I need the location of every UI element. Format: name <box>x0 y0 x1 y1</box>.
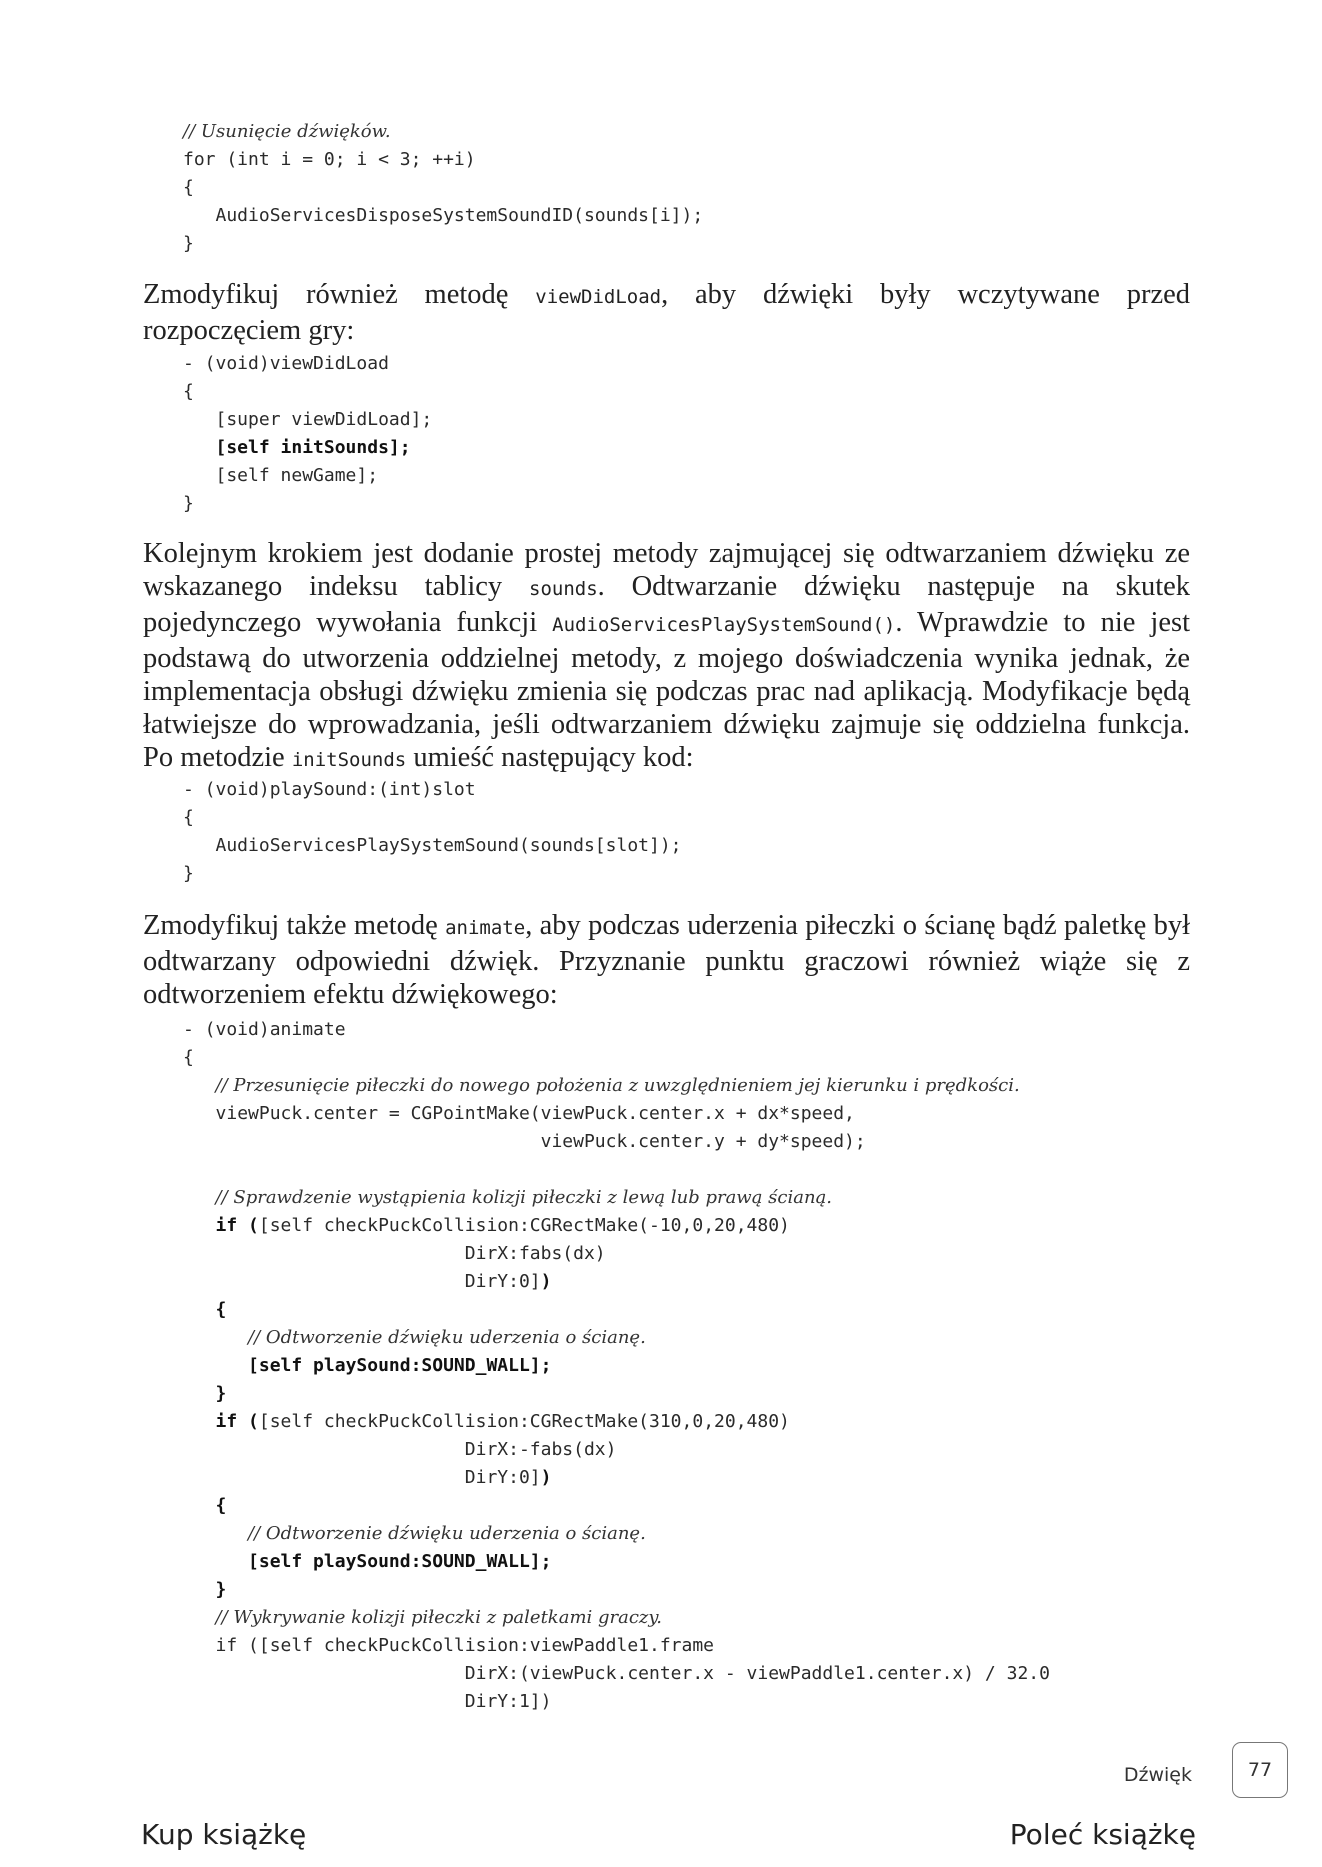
code-line: { <box>183 1047 194 1068</box>
code-line: DirY:0] <box>215 1467 541 1488</box>
paragraph-text: Kolejnym krokiem jest dodanie prostej metody zajmującej się odtwarzaniem dźwięku ze wskazanego indeksu tablicy <box>143 538 1190 602</box>
paragraph-text: umieść następujący kod: <box>406 742 694 773</box>
code-line: } <box>183 233 194 254</box>
code-comment: // Przesunięcie piłeczki do nowego położenia z uwzględnieniem jej kierunku i prędkości. <box>215 1075 1020 1096</box>
code-block-playsound <box>183 776 682 888</box>
inline-code: sounds <box>529 578 598 600</box>
code-comment: // Wykrywanie kolizji piłeczki z paletkami graczy. <box>215 1607 662 1628</box>
code-line: for (int i = 0; i < 3; ++i) <box>183 149 476 170</box>
paragraph-text: Zmodyfikuj również metodę <box>143 279 536 310</box>
code-line: { <box>183 807 194 828</box>
code-line: } <box>183 863 194 884</box>
code-line: DirX:fabs(dx) <box>215 1243 606 1264</box>
paragraph-text: Zmodyfikuj także metodę <box>143 910 446 941</box>
code-line: { <box>183 177 194 198</box>
code-line: [self checkPuckCollision:CGRectMake(-10,0,20,480) <box>258 1215 790 1236</box>
code-comment: // Sprawdzenie wystąpienia kolizji piłeczki z lewą lub prawą ścianą. <box>215 1187 833 1208</box>
code-line: { <box>183 381 194 402</box>
code-line: viewPuck.center.y + dy*speed); <box>215 1131 866 1152</box>
code-comment: // Odtworzenie dźwięku uderzenia o ścianę. <box>248 1327 646 1348</box>
code-block-dispose <box>183 118 703 258</box>
code-line: AudioServicesDisposeSystemSoundID(sounds[i]); <box>183 205 704 226</box>
paragraph-text: , aby podczas uderzenia piłeczki o ścianę bądź paletkę był odtwarzany odpowiedni dźwięk. Przyznanie punktu graczowi również wiąże się z odtworzeniem efektu dźwiękowego: <box>143 910 1190 1010</box>
code-line-highlighted: [self initSounds]; <box>183 437 411 458</box>
inline-code: animate <box>445 917 526 939</box>
code-line: DirY:0] <box>215 1271 541 1292</box>
code-line: } <box>183 493 194 514</box>
paragraph-text: , aby dźwięki były wczytywane przed rozpoczęciem gry: <box>143 279 1190 346</box>
code-line: if ([self checkPuckCollision:viewPaddle1.frame <box>215 1635 715 1656</box>
code-line-highlighted: [self playSound:SOUND_WALL]; <box>248 1551 552 1572</box>
paragraph-text: . Odtwarzanie dźwięku następuje na skutek pojedynczego wywołania funkcji <box>143 571 1191 638</box>
code-line: DirX:(viewPuck.center.x - viewPaddle1.center.x) / 32.0 <box>215 1663 1050 1684</box>
page-number <box>1232 1742 1288 1798</box>
paragraph-viewdidload <box>143 278 1190 347</box>
code-line: - (void)playSound:(int)slot <box>183 779 476 800</box>
code-line: [self checkPuckCollision:CGRectMake(310,0,20,480) <box>258 1411 790 1432</box>
code-line: - (void)viewDidLoad <box>183 353 389 374</box>
code-line: AudioServicesPlaySystemSound(sounds[slot]); <box>183 835 682 856</box>
paragraph-text: . Wprawdzie to nie jest podstawą do utworzenia oddzielnej metody, z mojego doświadczenia wynika jednak, że implementacja obsługi dźwięku zmienia się podczas prac nad aplikacją. Modyfikacje będą łatwiejsze do wprowadzania, jeśli odtwarzaniem dźwięku zajmuje się oddzielna funkcja. Po metodzie <box>143 607 1191 773</box>
code-line-highlighted: [self playSound:SOUND_WALL]; <box>248 1355 552 1376</box>
code-line: DirX:-fabs(dx) <box>215 1439 617 1460</box>
inline-code: viewDidLoad <box>535 286 662 308</box>
inline-code: initSounds <box>291 749 407 771</box>
code-comment: // Odtworzenie dźwięku uderzenia o ścianę. <box>248 1523 646 1544</box>
buy-book-link[interactable]: Kup książkę <box>141 1818 307 1851</box>
code-line: [super viewDidLoad]; <box>183 409 433 430</box>
running-footer-title: Dźwięk <box>1123 1764 1192 1786</box>
code-block-viewdidload <box>183 350 432 518</box>
page-number-text: 77 <box>1247 1759 1273 1781</box>
recommend-book-link[interactable]: Poleć książkę <box>1009 1818 1196 1851</box>
paragraph-playsound <box>143 537 1190 777</box>
paragraph-animate <box>143 909 1190 1011</box>
code-line: - (void)animate <box>183 1019 346 1040</box>
code-comment: // Usunięcie dźwięków. <box>183 121 391 142</box>
code-line: DirY:1]) <box>215 1691 552 1712</box>
code-line: [self newGame]; <box>183 465 379 486</box>
code-line: viewPuck.center = CGPointMake(viewPuck.center.x + dx*speed, <box>215 1103 855 1124</box>
code-block-animate: - (void)animate { // Przesunięcie piłeczki do nowego położenia z uwzględnieniem jej kierunku i prędkości. viewPuck.center = CGPointMake(viewPuck.center.x + dx*speed, viewPuck.center.y + dy*speed); // Sprawdzenie wystąpienia kolizji piłeczki z lewą lub prawą ścianą. if ([self checkPuckCollision:CGRectMake(-10,0,20,480) DirX:fabs(dx) DirY:0]) { // Odtworzenie dźwięku uderzenia o ścianę. [self playSound:SOUND_WALL]; } if ([self checkPuckCollision:CGRectMake(310,0,20,480) DirX:-fabs(dx) DirY:0]) { // Odtworzenie dźwięku uderzenia o ścianę. [self playSound:SOUND_WALL]; } // Wykrywanie kolizji piłeczki z paletkami graczy. if ([self checkPuckCollision:viewPaddle1.frame DirX:(viewPuck.center.x - viewPaddle1.center.x) / 32.0 DirY:1]) <box>183 1019 1050 1712</box>
inline-code: AudioServicesPlaySystemSound() <box>552 614 896 636</box>
